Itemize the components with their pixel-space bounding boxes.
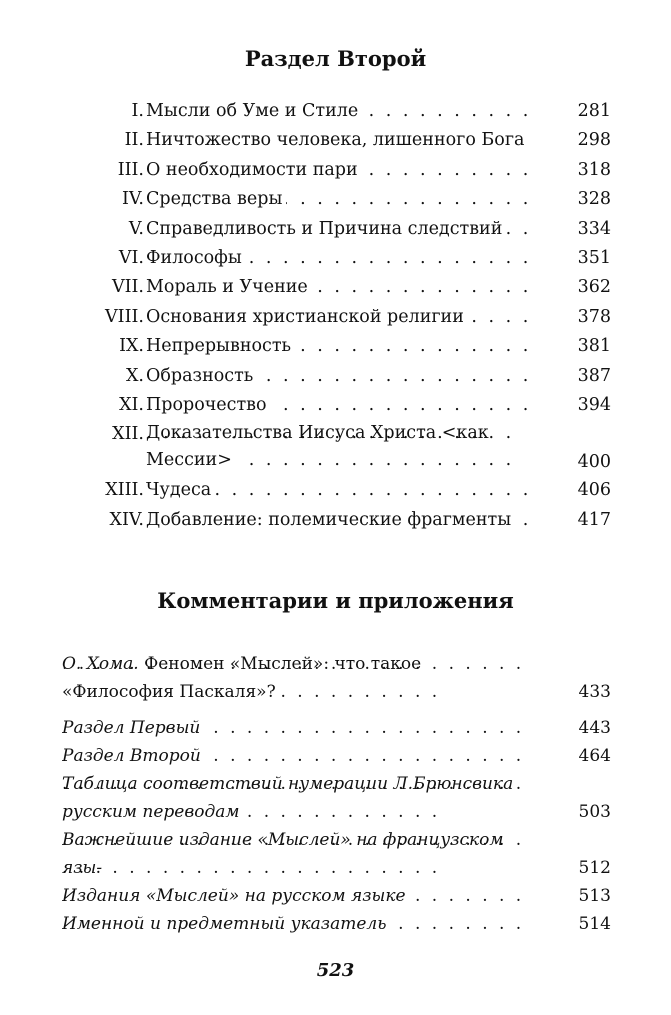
toc-title: Чудеса . . . [146, 476, 528, 505]
toc-row [0, 332, 671, 361]
toc-row [0, 303, 671, 332]
appendix-title: Комментарии и приложения [157, 588, 514, 613]
toc-number: XII. [112, 424, 144, 445]
toc-page: 400 [577, 452, 611, 473]
appendix-entry-title: Важнейшие издание «Мыслей» на французском язы- . . . [62, 826, 527, 882]
toc-row [0, 126, 671, 155]
toc-number: VII. [111, 277, 144, 298]
toc-row [0, 506, 671, 535]
toc-number: XIII. [105, 480, 144, 501]
appendix-row [0, 826, 671, 882]
page-number: 523 [316, 960, 355, 981]
toc-title: Мысли об Уме и Стиле . . . [146, 97, 528, 126]
toc-title: Пророчество . . . [146, 391, 528, 420]
toc-page: 298 [577, 130, 611, 151]
toc-row [0, 273, 671, 302]
toc-row [0, 185, 671, 214]
toc-number: III. [117, 159, 144, 180]
appendix-row [0, 882, 671, 910]
appendix-page: 464 [578, 746, 611, 766]
toc-row [0, 362, 671, 391]
appendix-page: 512 [578, 858, 611, 878]
appendix-row [0, 650, 671, 706]
appendix-row [0, 742, 671, 770]
appendix-row [0, 714, 671, 742]
section-toc [0, 97, 671, 535]
toc-page: 417 [577, 509, 611, 530]
toc-number: X. [125, 365, 144, 386]
toc-number: II. [124, 130, 144, 151]
toc-row [0, 476, 671, 505]
toc-title: Философы . . . [146, 244, 528, 273]
appendix-row [0, 770, 671, 826]
toc-number: XIV. [109, 509, 144, 530]
toc-title: Непрерывность . . . [146, 332, 528, 361]
toc-page: 394 [577, 394, 611, 415]
toc-page: 351 [577, 247, 611, 268]
appendix-page: 514 [578, 914, 611, 934]
toc-row [0, 391, 671, 420]
appendix-entry-title: Раздел Второй . . . [62, 742, 527, 770]
toc-title: О необходимости пари . . . [146, 156, 528, 185]
appendix-page: 503 [578, 802, 611, 822]
toc-page: 328 [577, 189, 611, 210]
appendix-row [0, 910, 671, 938]
appendix-entry-title: О. Хома. Феномен «Мыслей»: что такое «Философия Паскаля»? . . . [62, 650, 527, 706]
toc-row [0, 156, 671, 185]
appendix-entry-title: Издания «Мыслей» на русском языке . . . [62, 882, 527, 910]
appendix-entry-title: Именной и предметный указатель . . . [62, 910, 527, 938]
toc-page: 406 [577, 480, 611, 501]
toc-page: 334 [577, 218, 611, 239]
toc-page: 318 [577, 159, 611, 180]
toc-number: IV. [121, 189, 144, 210]
toc-page: 378 [577, 306, 611, 327]
toc-title: Образность . . . [146, 362, 528, 391]
toc-row [0, 244, 671, 273]
appendix-page: 433 [578, 682, 611, 702]
appendix-author: О. Хома. [62, 654, 139, 674]
toc-number: VIII. [105, 306, 144, 327]
appendix-entry-title: Таблица соответствий нумерации Л.Брюнсвика русским переводам . . . [62, 770, 527, 826]
toc-number: I. [131, 101, 144, 121]
toc-number: XI. [119, 394, 144, 415]
toc-title: Ничтожество человека, лишенного Бога [146, 126, 528, 155]
toc-title: Добавление: полемические фрагменты . . . [146, 506, 528, 535]
appendix-page: 513 [578, 886, 611, 906]
toc-title: Доказательства Иисуса Христа <как Мессии> . . . [146, 420, 528, 476]
toc-row [0, 97, 671, 126]
toc-row [0, 420, 671, 476]
toc-row [0, 215, 671, 244]
appendix-entry-title: Раздел Первый . . . [62, 714, 527, 742]
appendix-page: 443 [578, 718, 611, 738]
toc-number: VI. [118, 247, 144, 268]
toc-number: IX. [119, 336, 144, 357]
toc-page: 362 [577, 277, 611, 298]
appendix-toc [0, 650, 671, 938]
toc-page: 387 [577, 365, 611, 386]
toc-title: Мораль и Учение . . . [146, 273, 528, 302]
toc-title: Средства веры . . . [146, 185, 528, 214]
toc-page: 381 [577, 336, 611, 357]
toc-page: 281 [577, 101, 611, 121]
section-title: Раздел Второй [244, 46, 427, 71]
toc-number: V. [128, 218, 144, 239]
toc-title: Основания христианской религии . . . [146, 303, 528, 332]
toc-title: Справедливость и Причина следствий . . . [146, 215, 528, 244]
